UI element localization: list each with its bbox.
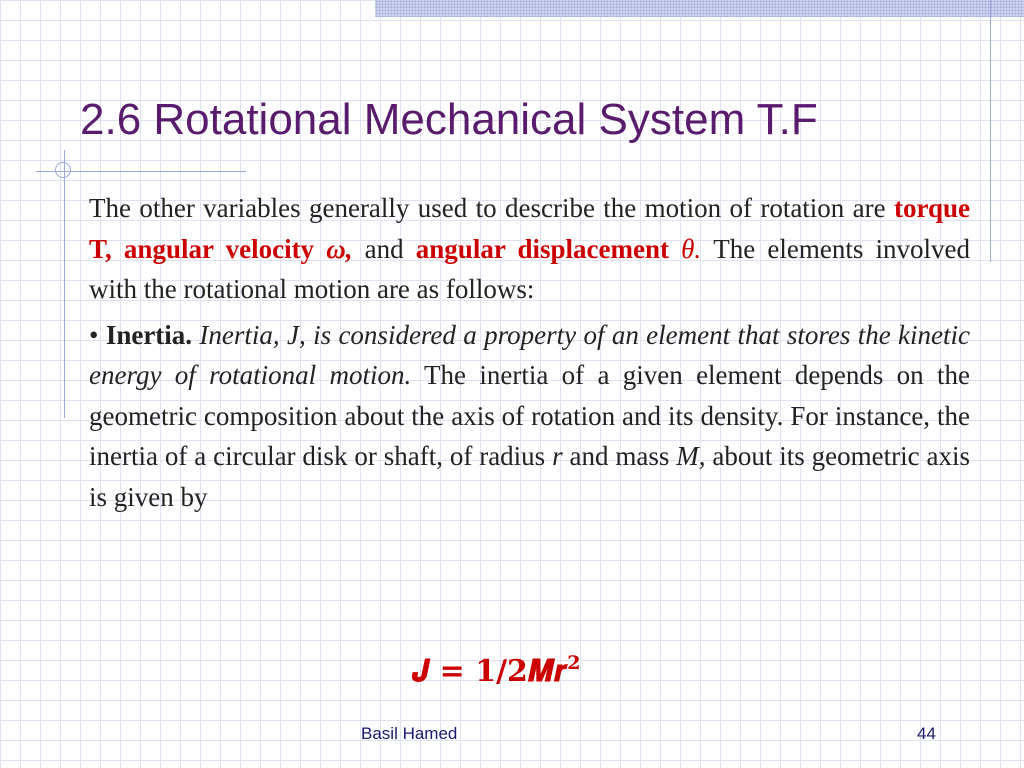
formula-J: 𝑱 [412, 654, 430, 689]
bullet-text-2: and mass [562, 441, 677, 471]
symbol-theta: θ. [681, 233, 702, 264]
inertia-formula [412, 652, 580, 689]
formula-equals: = [429, 654, 476, 689]
intro-space-3 [669, 234, 681, 264]
bullet-text-3: about its geometric axis is given by [89, 441, 971, 512]
right-decorative-line [990, 0, 991, 262]
slide-body [89, 188, 970, 517]
symbol-r: r [552, 441, 563, 471]
intro-text-2: The elements involved with the rotational motion are as follows: [89, 233, 970, 304]
symbol-omega: ω, [326, 233, 353, 264]
inertia-bullet [89, 315, 970, 518]
bullet-text-1: The inertia of a given element depends on the geometric composition about the axis of rotation and its density. For instance, the inertia of a circular disk or shaft, of radius [89, 360, 970, 471]
term-torque: torque T, [89, 193, 970, 264]
intro-space-1 [112, 234, 124, 264]
slide-title: 2.6 Rotational Mechanical System T.F [80, 95, 818, 144]
intro-space-2 [314, 234, 326, 264]
intro-paragraph [89, 188, 970, 310]
symbol-M: M, [676, 441, 706, 471]
term-inertia: Inertia. [105, 319, 193, 350]
term-angular-displacement: angular displacement [415, 233, 669, 264]
formula-half: 𝟏/𝟐 [475, 654, 528, 689]
formula-Mr: 𝑴𝒓 [527, 654, 568, 689]
top-decorative-band [375, 0, 1024, 17]
footer-author: Basil Hamed [361, 724, 458, 743]
inertia-definition: Inertia, J, is considered a property of an element that stores the kinetic energy of rotational motion. [89, 319, 970, 390]
intro-text-and: and [352, 233, 416, 264]
left-decorative-line [64, 150, 65, 418]
intro-text-1: The other variables generally used to describe the motion of rotation are [89, 193, 894, 223]
page-number: 44 [917, 724, 936, 743]
corner-circle-decoration [55, 162, 71, 178]
bullet-marker: • [89, 319, 106, 350]
formula-exponent: 𝟐 [567, 652, 581, 674]
term-angular-velocity: angular velocity [123, 233, 315, 264]
